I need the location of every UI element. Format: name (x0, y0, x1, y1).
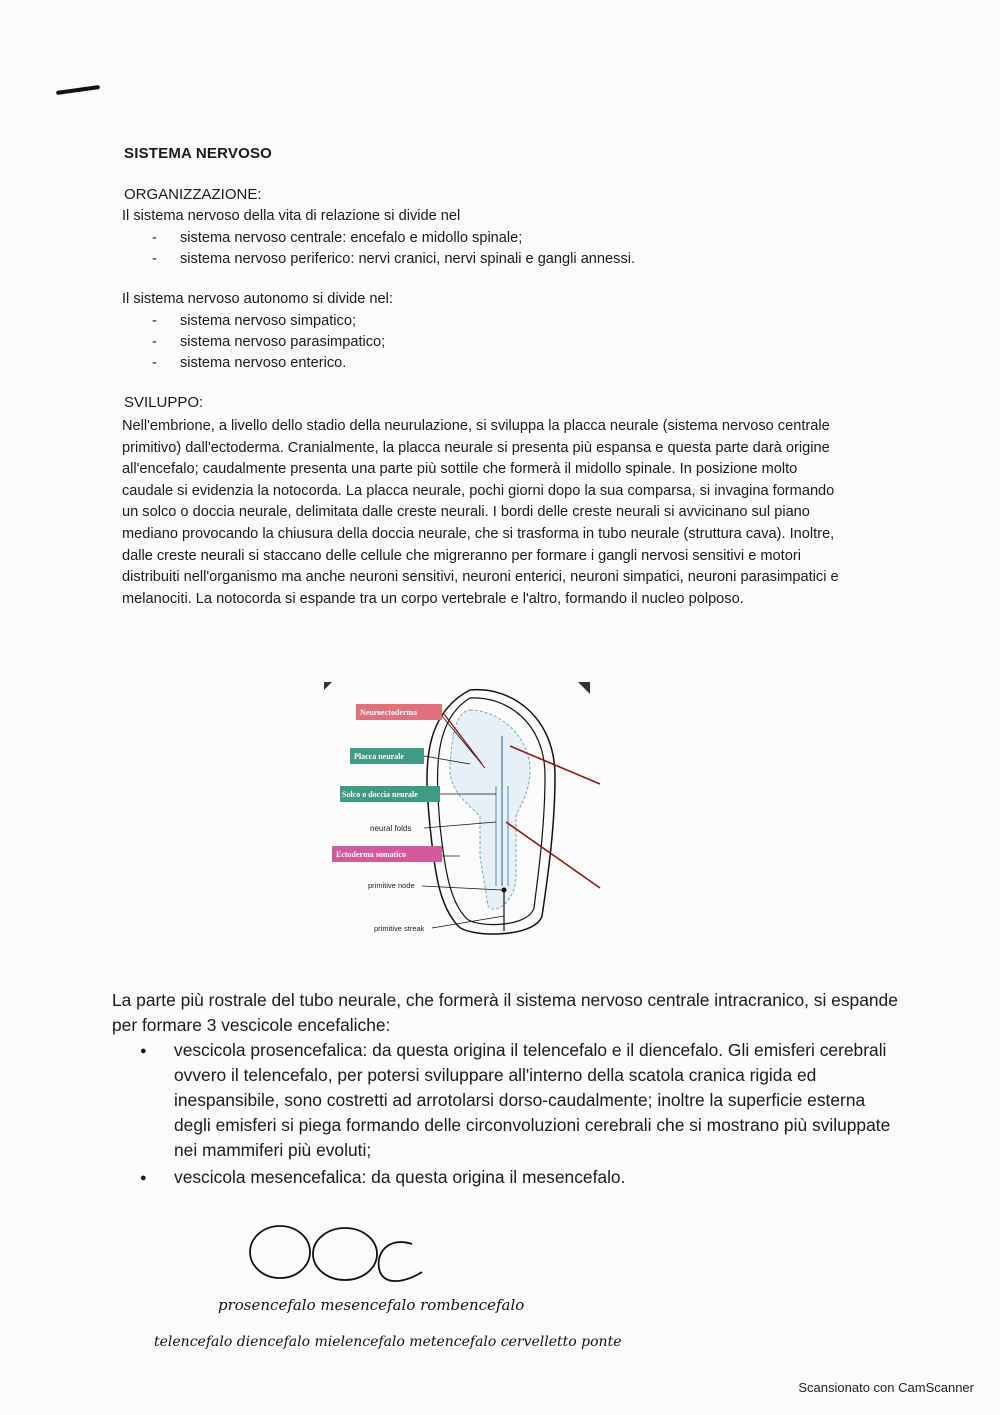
organizzazione-intro-2: Il sistema nervoso autonomo si divide nel: (122, 291, 393, 307)
vesicle-sketch-circle (313, 1228, 377, 1280)
label-primitive-node: primitive node (368, 881, 415, 890)
label-solco: Solco o doccia neurale (342, 790, 418, 799)
organizzazione-intro-1: Il sistema nervoso della vita di relazione si divide nel (122, 208, 461, 224)
section-heading-organizzazione: ORGANIZZAZIONE: (124, 186, 262, 203)
list-item: - sistema nervoso enterico. (150, 353, 385, 374)
scan-pen-mark (56, 85, 100, 95)
label-neuroectoderma: Neuroectoderma (360, 708, 418, 717)
vescicole-intro: La parte più rostrale del tubo neurale, che formerà il sistema nervoso centrale intracranico, si espande per formare 3 vescicole encefaliche: (112, 990, 898, 1035)
corner-mark (324, 682, 332, 690)
pointer-line (432, 916, 504, 928)
label-primitive-streak: primitive streak (374, 924, 425, 933)
list-item-mesencefalica: ● vescicola mesencefalica: da questa origina il mesencefalo. (140, 1165, 900, 1190)
list-item: - sistema nervoso centrale: encefalo e midollo spinale; (150, 228, 635, 249)
page-title: SISTEMA NERVOSO (124, 145, 273, 162)
label-ectoderma: Ectoderma somatico (336, 850, 406, 859)
handwritten-line-2: telencefalo diencefalo mielencefalo metencefalo cervelletto ponte (154, 1334, 622, 1350)
list-sistema-autonomo (150, 311, 385, 374)
list-sistema-relazione (150, 228, 635, 270)
list-item: - sistema nervoso periferico: nervi cranici, nervi spinali e gangli annessi. (150, 249, 635, 270)
label-neural-folds: neural folds (370, 824, 412, 833)
handwritten-line-1: prosencefalo mesencefalo rombencefalo (218, 1296, 525, 1314)
label-placca: Placca neurale (354, 752, 404, 761)
vesicle-sketch-arc (379, 1242, 422, 1281)
list-item-prosencefalica: ● vescicola prosencefalica: da questa origina il telencefalo e il diencefalo. Gli emisferi cerebrali ovvero il telencefalo, per potersi sviluppare all'interno della scatola cranica rigida ed inespansibile, sono costretti ad arrotolarsi dorso-caudalmente; inoltre la superficie esterna degli emisferi si piega formando delle circonvoluzioni cerebrali che si mostrano più sviluppate nei mammiferi più evoluti; (140, 1038, 900, 1163)
vescicole-list (140, 1038, 900, 1192)
neurulation-diagram (320, 676, 610, 946)
section-heading-sviluppo: SVILUPPO: (124, 394, 204, 411)
corner-mark (578, 682, 590, 694)
sviluppo-paragraph: Nell'embrione, a livello dello stadio della neurulazione, si sviluppa la placca neurale (sistema nervoso centrale primitivo) dall'ectoderma. Cranialmente, la placca neurale si presenta più espansa e questa parte darà origine all'encefalo; caudalmente presenta una parte più sottile che formerà il midollo spinale. In posizione molto caudale si evidenzia la notocorda. La placca neurale, pochi giorni dopo la sua comparsa, si invagina formando un solco o doccia neurale, delimitata dalle creste neurali. I bordi delle creste neurali si avvicinano sul piano mediano provocando la chiusura della doccia neurale, che si trasforma in tubo neurale (struttura cava). Inoltre, dalle creste neurali si staccano delle cellule che migreranno per formare i gangli nervosi sensitivi e motori distribuiti nell'organismo ma anche neuroni sensitivi, neuroni enterici, neuroni simpatici, neuroni parasimpatici e melanociti. La notocorda si espande tra un corpo vertebrale e l'altro, formando il nucleo polposo. (122, 418, 839, 607)
list-item: - sistema nervoso simpatico; (150, 311, 385, 332)
list-item: - sistema nervoso parasimpatico; (150, 332, 385, 353)
handwritten-sketch (150, 1220, 710, 1370)
primitive-node-dot (502, 888, 507, 893)
vesicle-sketch-circle (250, 1226, 310, 1278)
scanner-watermark: Scansionato con CamScanner (798, 1380, 974, 1395)
